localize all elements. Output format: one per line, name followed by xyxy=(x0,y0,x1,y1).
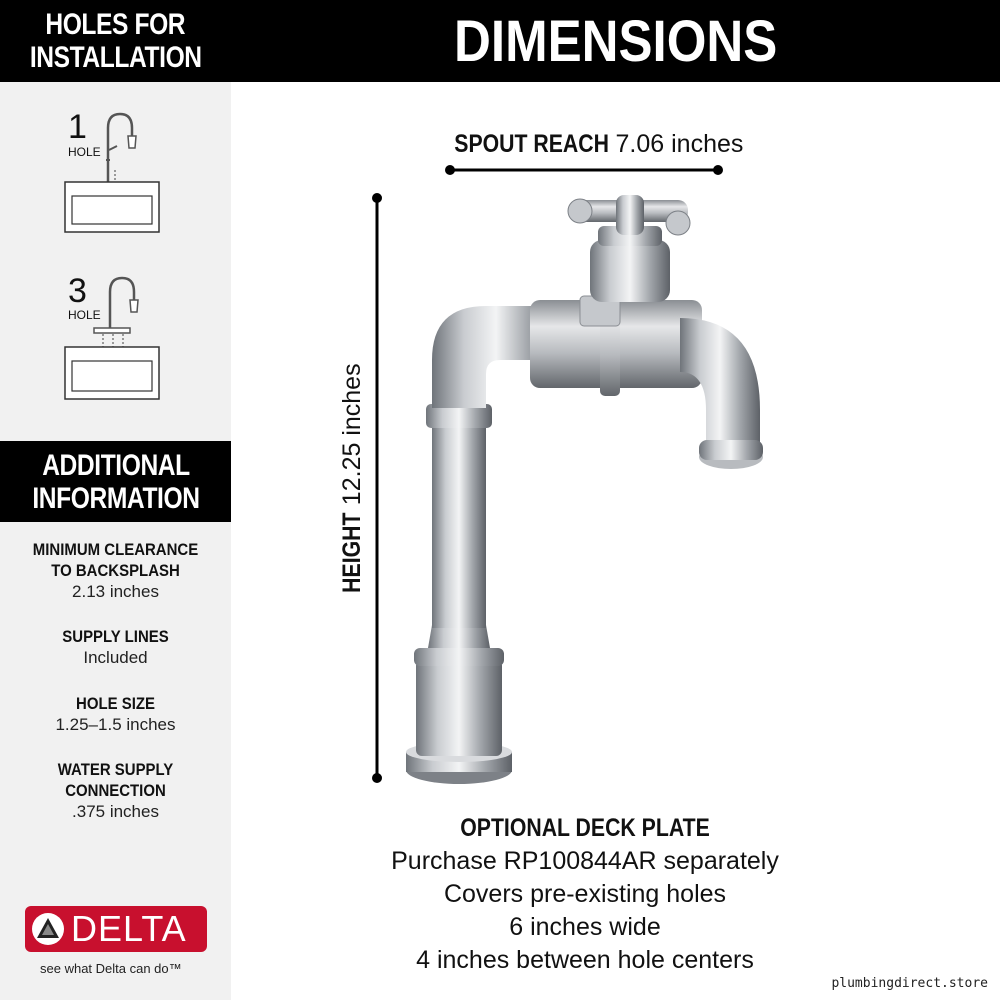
hole-count-1: 1 xyxy=(68,108,87,146)
hole-label-3: HOLE xyxy=(68,308,101,322)
spout-reach-title: SPOUT REACH xyxy=(453,130,609,158)
height-bottom-dot xyxy=(372,773,382,783)
info-value: Included xyxy=(83,648,148,667)
deck-plate-title: OPTIONAL DECK PLATE xyxy=(460,814,710,842)
delta-tagline: see what Delta can do™ xyxy=(40,961,182,976)
info-title: TO BACKSPLASH xyxy=(51,561,180,580)
deck-plate-info xyxy=(340,812,830,977)
info-value: 1.25–1.5 inches xyxy=(55,715,176,734)
delta-wordmark: DELTA xyxy=(71,908,187,949)
height-value: 12.25 inches xyxy=(338,363,366,506)
info-title: SUPPLY LINES xyxy=(62,627,169,646)
spout-reach-start-dot xyxy=(445,165,455,175)
info-value: 2.13 inches xyxy=(72,582,159,601)
hole-label-1: HOLE xyxy=(68,145,101,159)
deck-plate-line: 4 inches between hole centers xyxy=(416,946,754,974)
info-title: WATER SUPPLY xyxy=(57,760,174,779)
spout-reach-end-dot xyxy=(713,165,723,175)
height-title: HEIGHT xyxy=(338,512,366,593)
deck-plate-line: 6 inches wide xyxy=(509,913,661,941)
deck-plate-line: Purchase RP100844AR separately xyxy=(391,847,779,875)
holes-header-line-1: HOLES FOR xyxy=(45,8,186,41)
info-title: MINIMUM CLEARANCE xyxy=(32,540,199,559)
info-title: CONNECTION xyxy=(65,781,166,800)
additional-header-line-1: ADDITIONAL xyxy=(41,448,190,482)
watermark: plumbingdirect.store xyxy=(831,976,988,991)
height-label xyxy=(338,360,368,610)
page-title: DIMENSIONS xyxy=(453,8,778,74)
info-value: .375 inches xyxy=(72,802,159,821)
additional-header-line-2: INFORMATION xyxy=(31,481,200,515)
height-top-dot xyxy=(372,193,382,203)
hole-count-3: 3 xyxy=(68,272,87,310)
faucet-illustration xyxy=(395,185,785,795)
spout-reach-value: 7.06 inches xyxy=(615,130,744,158)
deck-plate-line: Covers pre-existing holes xyxy=(443,880,727,908)
info-title: HOLE SIZE xyxy=(76,694,155,713)
holes-header-line-2: INSTALLATION xyxy=(29,41,202,74)
